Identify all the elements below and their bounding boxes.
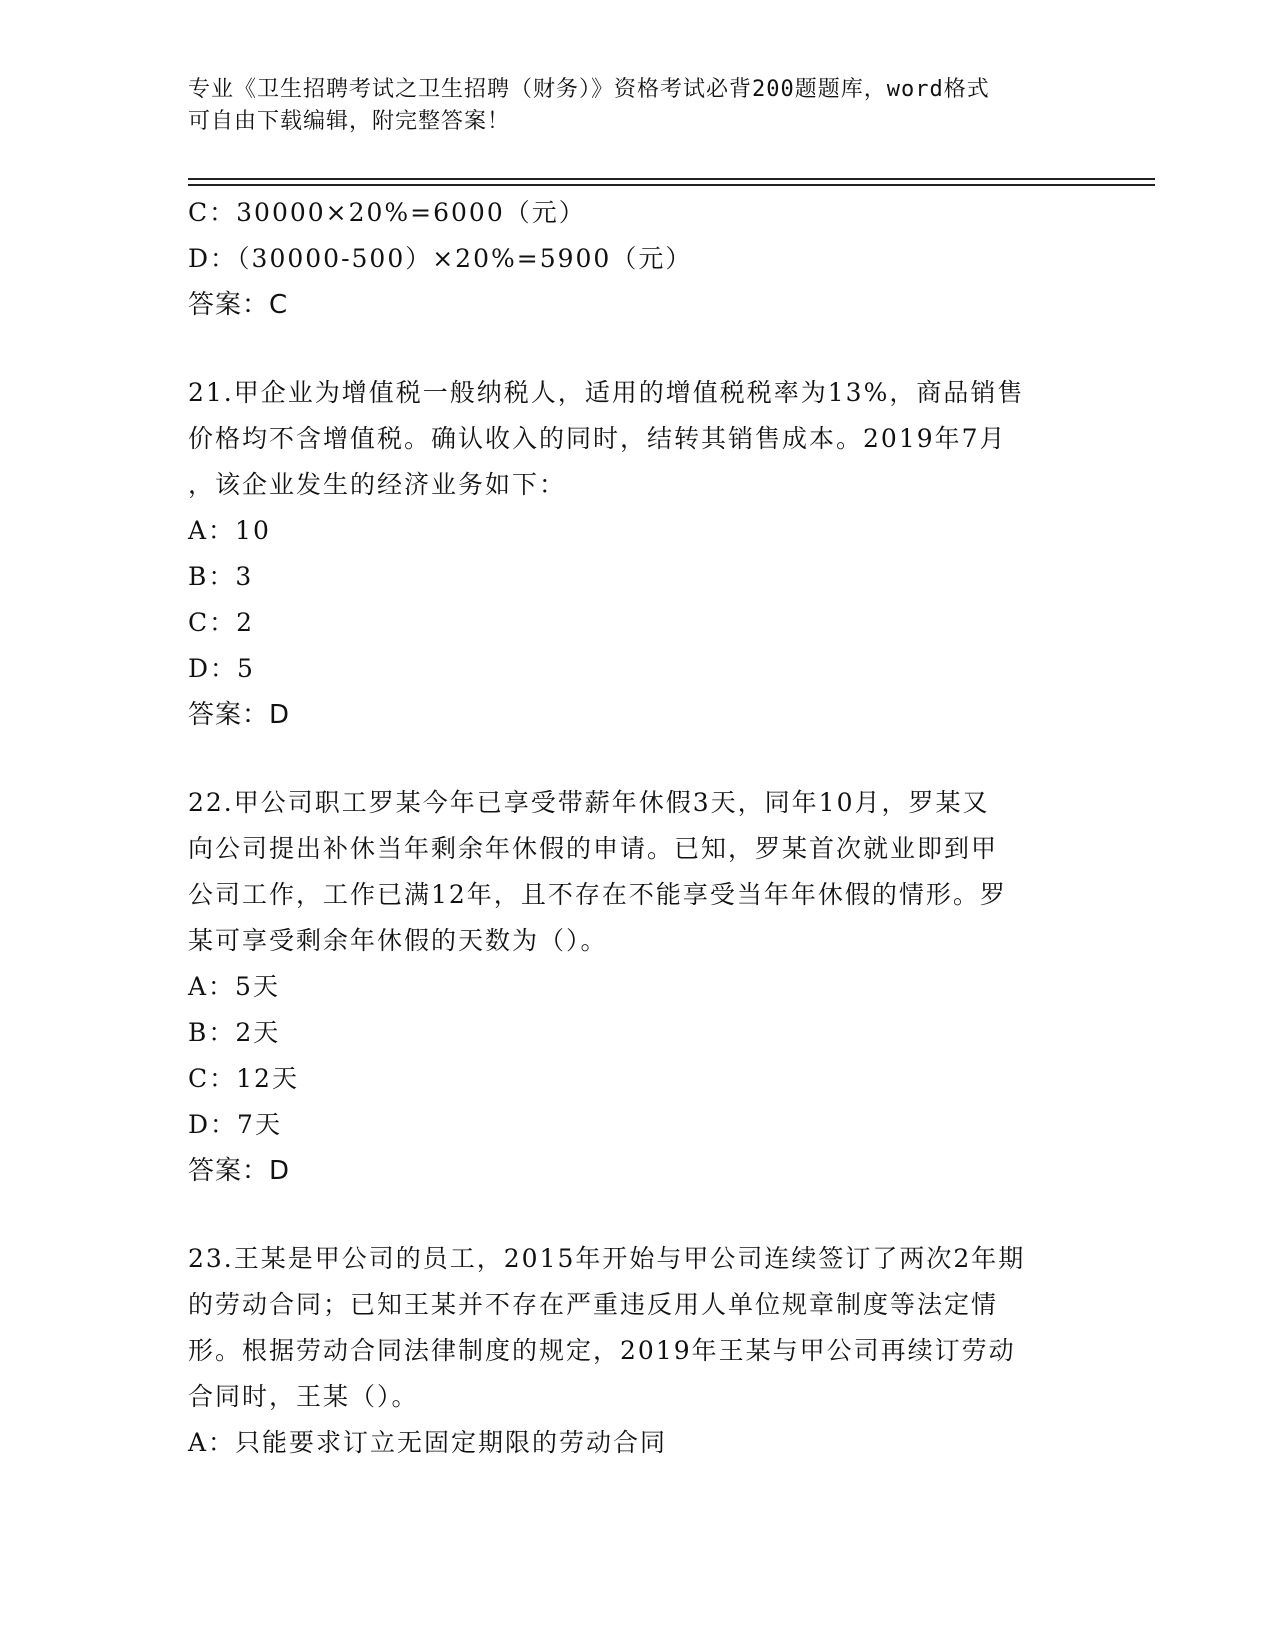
question-stem-line: 的劳动合同；已知王某并不存在严重违反用人单位规章制度等法定情: [188, 1290, 999, 1319]
question-stem-line: 价格均不含增值税。确认收入的同时，结转其销售成本。2019年7月: [188, 424, 1007, 453]
header-divider-bottom: [188, 184, 1155, 186]
header-title-line-2: 可自由下载编辑，附完整答案！: [188, 109, 511, 134]
spacer: [188, 738, 1088, 780]
option-c: C：2: [188, 608, 255, 637]
spacer: [188, 328, 1088, 370]
option-a: A：只能要求订立无固定期限的劳动合同: [188, 1428, 668, 1457]
option-d: D：7天: [188, 1110, 282, 1139]
option-a: A：10: [188, 516, 271, 545]
question-21: [188, 370, 1088, 738]
question-stem-line: 公司工作，工作已满12年，且不存在不能享受当年年休假的情形。罗: [188, 880, 1007, 909]
question-23: [188, 1236, 1088, 1466]
answer-line: 答案：C: [188, 290, 289, 320]
question-stem-line: 向公司提出补休当年剩余年休假的申请。已知，罗某首次就业即到甲: [188, 834, 999, 863]
answer-line: 答案：D: [188, 1156, 291, 1186]
question-stem-line: 23.王某是甲公司的员工，2015年开始与甲公司连续签订了两次2年期: [188, 1244, 1026, 1273]
option-d: D：（30000-500）×20%=5900（元）: [188, 244, 693, 273]
document-header: [188, 74, 1068, 138]
option-c: C：12天: [188, 1064, 299, 1093]
question-stem-line: 21.甲企业为增值税一般纳税人，适用的增值税税率为13%，商品销售: [188, 378, 1025, 407]
option-c: C：30000×20%=6000（元）: [188, 198, 586, 227]
question-stem-line: 某可享受剩余年休假的天数为（）。: [188, 926, 608, 955]
option-b: B：3: [188, 562, 254, 591]
spacer: [188, 1194, 1088, 1236]
header-title-line-1: 专业《卫生招聘考试之卫生招聘（财务）》资格考试必背200题题库，word格式: [188, 77, 990, 102]
header-divider-top: [188, 178, 1155, 180]
question-stem-line: ，该企业发生的经济业务如下：: [188, 470, 567, 499]
document-body: [188, 190, 1088, 1466]
answer-line: 答案：D: [188, 700, 291, 730]
question-stem-line: 形。根据劳动合同法律制度的规定，2019年王某与甲公司再续订劳动: [188, 1336, 1016, 1365]
question-stem-line: 22.甲公司职工罗某今年已享受带薪年休假3天，同年10月，罗某又: [188, 788, 990, 817]
question-22: [188, 780, 1088, 1194]
option-a: A：5天: [188, 972, 280, 1001]
question-stem-line: 合同时，王某（）。: [188, 1382, 419, 1411]
option-b: B：2天: [188, 1018, 281, 1047]
option-d: D：5: [188, 654, 255, 683]
